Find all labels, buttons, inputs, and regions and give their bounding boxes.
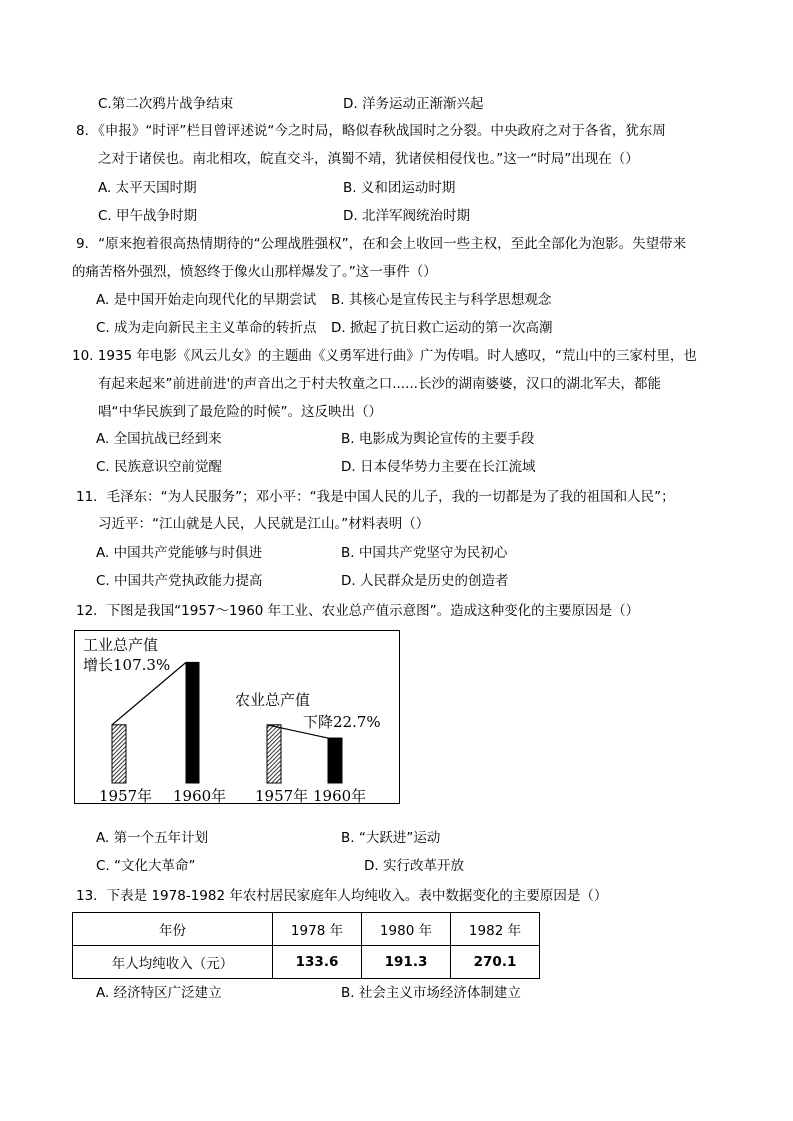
table-year-1980: 1980 年 bbox=[362, 913, 451, 946]
table-year-1982: 1982 年 bbox=[451, 913, 540, 946]
q7-option-d: D. 洋务运动正渐渐兴起 bbox=[343, 96, 484, 112]
table-value-1980: 191.3 bbox=[362, 946, 451, 979]
q12-option-b: B. “大跃进”运动 bbox=[341, 830, 441, 846]
q10-stem-line-2: 有起来起来”前进前进'的声音出之于村夫牧童之口......长沙的湖南婆婆，汉口的湖北军夫，都能 bbox=[98, 376, 661, 392]
q11-option-a: A. 中国共产党能够与时俱进 bbox=[96, 545, 263, 561]
industry-bar-1957年 bbox=[112, 725, 126, 783]
q9-stem-line-2: 的痛苦格外强烈，愤怒终于像火山那样爆发了。”这一事件（） bbox=[72, 264, 437, 280]
q7-option-c: C.第二次鸦片战争结束 bbox=[98, 96, 234, 112]
q13-option-b: B. 社会主义市场经济体制建立 bbox=[341, 985, 521, 1001]
q8-stem-line-1: 8．《申报》“时评”栏目曾评述说“今之时局，略似春秋战国时之分裂。中央政府之对于各省，犹东周 bbox=[76, 123, 666, 139]
q12-stem: 12．下图是我国“1957～1960 年工业、农业总产值示意图”。造成这种变化的主要原因是（） bbox=[76, 603, 640, 619]
q12-option-a: A. 第一个五年计划 bbox=[96, 830, 209, 846]
table-header-year: 年份 bbox=[73, 913, 273, 946]
q10-option-d: D. 日本侵华势力主要在长江流域 bbox=[341, 459, 536, 475]
q9-stem-line-1: 9．“原来抱着很高热情期待的“公理战胜强权”，在和会上收回一些主权，至此全部化为泡影。失望带来 bbox=[76, 236, 687, 252]
industry-title: 工业总产值 bbox=[83, 636, 159, 654]
q11-option-d: D. 人民群众是历史的创造者 bbox=[341, 573, 509, 589]
table-value-1982: 270.1 bbox=[451, 946, 540, 979]
agriculture-bar-1957年 bbox=[267, 725, 281, 783]
industry-x-label-1957: 1957年 bbox=[99, 787, 153, 805]
q11-stem-line-1: 11．毛泽东：“为人民服务”；邓小平：“我是中国人民的儿子，我的一切都是为了我的祖国和人民”； bbox=[76, 489, 675, 505]
q12-option-d: D. 实行改革开放 bbox=[364, 858, 464, 874]
q13-stem: 13．下表是 1978-1982 年农村居民家庭年人均纯收入。表中数据变化的主要原因是（） bbox=[76, 888, 608, 904]
q10-stem-line-3: 唱“中华民族到了最危险的时候”。这反映出（） bbox=[98, 404, 382, 420]
q10-stem-line-1: 10. 1935 年电影《风云儿女》的主题曲《义勇军进行曲》广为传唱。时人感叹，“荒山中的三家村里，也 bbox=[72, 348, 697, 364]
q8-option-c: C. 甲午战争时期 bbox=[98, 208, 198, 224]
industry-bar-1960年 bbox=[186, 662, 199, 783]
agriculture-x-label-1960: 1960年 bbox=[313, 787, 367, 805]
industry-x-label-1960: 1960年 bbox=[173, 787, 227, 805]
q11-stem-line-2: 习近平：“江山就是人民，人民就是江山。”材料表明（） bbox=[98, 516, 430, 532]
q12-chart bbox=[74, 630, 400, 804]
q11-option-b: B. 中国共产党坚守为民初心 bbox=[341, 545, 508, 561]
q8-option-b: B. 义和团运动时期 bbox=[343, 180, 456, 196]
q13-option-a: A. 经济特区广泛建立 bbox=[96, 985, 222, 1001]
agriculture-x-label-1957: 1957年 bbox=[255, 787, 309, 805]
q8-option-a: A. 太平天国时期 bbox=[98, 180, 197, 196]
industry-annotation: 增长107.3% bbox=[83, 656, 171, 674]
q10-option-b: B. 电影成为舆论宣传的主要手段 bbox=[341, 431, 535, 447]
q8-stem-line-2: 之对于诸侯也。南北相攻，皖直交斗，滇蜀不靖，犹诸侯相侵伐也。”这一“时局”出现在（） bbox=[98, 151, 639, 167]
q9-option-a: A. 是中国开始走向现代化的早期尝试 bbox=[96, 292, 317, 308]
q9-option-b: B. 其核心是宣传民主与科学思想观念 bbox=[331, 292, 552, 308]
agriculture-bar-1960年 bbox=[328, 738, 342, 783]
table-value-1978: 133.6 bbox=[273, 946, 362, 979]
table-year-1978: 1978 年 bbox=[273, 913, 362, 946]
q9-option-d: D. 掀起了抗日救亡运动的第一次高潮 bbox=[331, 320, 553, 336]
q12-option-c: C. “文化大革命” bbox=[96, 858, 196, 874]
q8-option-d: D. 北洋军阀统治时期 bbox=[343, 208, 470, 224]
table-header-income: 年人均纯收入（元） bbox=[73, 946, 273, 979]
q9-option-c: C. 成为走向新民主主义革命的转折点 bbox=[96, 320, 317, 336]
q10-option-a: A. 全国抗战已经到来 bbox=[96, 431, 222, 447]
q11-option-c: C. 中国共产党执政能力提高 bbox=[96, 573, 263, 589]
table-row bbox=[73, 946, 540, 979]
table-row bbox=[73, 913, 540, 946]
agriculture-title: 农业总产值 bbox=[235, 691, 311, 709]
income-table bbox=[72, 912, 540, 979]
agriculture-annotation: 下降22.7% bbox=[303, 713, 381, 731]
q10-option-c: C. 民族意识空前觉醒 bbox=[96, 459, 223, 475]
